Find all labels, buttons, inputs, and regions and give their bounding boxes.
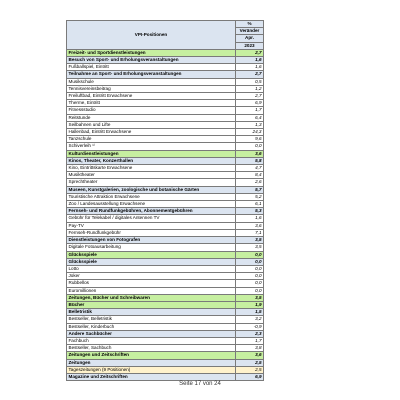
row-value: 0,0 <box>236 251 264 258</box>
row-value: 3,5 <box>236 294 264 301</box>
table-row <box>67 49 264 56</box>
row-label: Gebühr für Telekabel / digitales Antennen TV <box>67 215 236 222</box>
row-value: 2,5 <box>236 359 264 366</box>
column-header-line: Apr. <box>236 35 264 42</box>
row-label: Seilbahnen und Lifte <box>67 121 236 128</box>
table-row <box>67 143 264 150</box>
row-label: Musiktheater <box>67 172 236 179</box>
table-row <box>67 71 264 78</box>
row-value: 5,7 <box>236 186 264 193</box>
row-label: Therme, Eintritt <box>67 100 236 107</box>
row-label: Kino, Eintrittskarte Erwachsene <box>67 165 236 172</box>
row-value: 1,2 <box>236 85 264 92</box>
table-row <box>67 323 264 330</box>
row-value: 0,5 <box>236 78 264 85</box>
table-row <box>67 330 264 337</box>
row-value: 3,6 <box>236 150 264 157</box>
page-footer: Seite 17 von 24 <box>179 381 221 387</box>
row-label: Belletristik <box>67 309 236 316</box>
row-label: Touristische Attraktion Erwachsene <box>67 193 236 200</box>
vpi-table <box>66 20 264 381</box>
row-value: 5,2 <box>236 193 264 200</box>
table-row <box>67 265 264 272</box>
row-value: 1,9 <box>236 301 264 308</box>
row-value: 8,4 <box>236 172 264 179</box>
table-row <box>67 201 264 208</box>
row-label: Bestseller, Belletristik <box>67 316 236 323</box>
table-row <box>67 352 264 359</box>
row-label: Lotto <box>67 265 236 272</box>
row-label: Fitnessstudio <box>67 107 236 114</box>
table-row <box>67 294 264 301</box>
row-label: Freizeit- und Sportdienstleistungen <box>67 49 236 56</box>
row-label: Rubbellos <box>67 280 236 287</box>
row-value: 2,7 <box>236 93 264 100</box>
row-label: Tennisvereinsbeitrag <box>67 85 236 92</box>
table-row <box>67 258 264 265</box>
row-label: Musikschule <box>67 78 236 85</box>
row-value: 6,1 <box>236 201 264 208</box>
table-row <box>67 345 264 352</box>
row-label: Magazine und Zeitschriften <box>67 373 236 380</box>
row-label: Museen, Kunstgalerien, zoologische und botanische Gärten <box>67 186 236 193</box>
table-row <box>67 121 264 128</box>
row-label: Fernseh- und Rundfunkgebühren, Abonnementgebühren <box>67 208 236 215</box>
row-label: Fernseh-Rundfunkgebühr <box>67 229 236 236</box>
row-value: 3,6 <box>236 352 264 359</box>
row-value: 2,7 <box>236 49 264 56</box>
table-row <box>67 129 264 136</box>
table-row <box>67 179 264 186</box>
table-row <box>67 57 264 64</box>
row-label: Zeitungen <box>67 359 236 366</box>
table-row <box>67 93 264 100</box>
row-label: Fußballspiel, Eintritt <box>67 64 236 71</box>
table-row <box>67 78 264 85</box>
table-row <box>67 64 264 71</box>
row-value: 6,4 <box>236 114 264 121</box>
table-row <box>67 237 264 244</box>
table-row <box>67 316 264 323</box>
table-row <box>67 136 264 143</box>
row-value: 3,5 <box>236 237 264 244</box>
table-row <box>67 157 264 164</box>
row-value: 1,3 <box>236 121 264 128</box>
table-row <box>67 222 264 229</box>
table-row <box>67 359 264 366</box>
table-row <box>67 287 264 294</box>
row-value: 1,7 <box>236 107 264 114</box>
row-label: Zeitungen, Bücher und Schreibwaren <box>67 294 236 301</box>
row-value: 2,5 <box>236 366 264 373</box>
row-value: 3,5 <box>236 244 264 251</box>
table-row <box>67 165 264 172</box>
row-label: Bestseller, Sachbuch <box>67 345 236 352</box>
row-value: 3,8 <box>236 345 264 352</box>
row-value: 5,8 <box>236 157 264 164</box>
row-label: Freiluftbad, Eintritt Erwachsene <box>67 93 236 100</box>
row-value: -0,9 <box>236 323 264 330</box>
table-row <box>67 229 264 236</box>
row-label: Reitstunde <box>67 114 236 121</box>
row-label: Tageszeitungen (9 Positionen) <box>67 366 236 373</box>
column-header-line: Veränder <box>236 28 264 35</box>
table-row <box>67 337 264 344</box>
row-label: Joker <box>67 273 236 280</box>
row-label: Hallenbad, Eintritt Erwachsene <box>67 129 236 136</box>
table-row <box>67 301 264 308</box>
row-label: Euromillionen <box>67 287 236 294</box>
row-label: Schiverleih ¹⁾ <box>67 143 236 150</box>
row-label: Teilnahme an Sport- und Erholungsveranstaltungen <box>67 71 236 78</box>
table-row <box>67 244 264 251</box>
row-label: Sprechtheater <box>67 179 236 186</box>
table-row <box>67 280 264 287</box>
row-label: Tanzschule <box>67 136 236 143</box>
row-label: Kulturdienstleistungen <box>67 150 236 157</box>
row-label: Pay-TV <box>67 222 236 229</box>
row-value: 0,0 <box>236 258 264 265</box>
row-label: Fachbuch <box>67 337 236 344</box>
row-label: Andere Sachbücher <box>67 330 236 337</box>
row-value: 4,7 <box>236 165 264 172</box>
table-row <box>67 193 264 200</box>
table-row <box>67 114 264 121</box>
row-value: 2,7 <box>236 71 264 78</box>
row-value: 0,0 <box>236 280 264 287</box>
row-value: 1,6 <box>236 64 264 71</box>
row-value: 6,9 <box>236 100 264 107</box>
row-label: Kinos, Theater, Konzerthallen <box>67 157 236 164</box>
table-row <box>67 172 264 179</box>
table-row <box>67 309 264 316</box>
column-header-positions: VPI-Positionen <box>67 21 236 50</box>
row-value: 5,3 <box>236 208 264 215</box>
row-value: 2,6 <box>236 179 264 186</box>
table-row <box>67 208 264 215</box>
row-value: 7,1 <box>236 229 264 236</box>
row-value: 3,6 <box>236 222 264 229</box>
table-row <box>67 186 264 193</box>
row-value: 1,6 <box>236 57 264 64</box>
row-value: 2,3 <box>236 330 264 337</box>
row-label: Bestseller, Kinderbuch <box>67 323 236 330</box>
table-row <box>67 215 264 222</box>
row-label: Glücksspiele <box>67 258 236 265</box>
table-row <box>67 273 264 280</box>
table-row <box>67 107 264 114</box>
row-label: Digitale Fotoausarbeitung <box>67 244 236 251</box>
row-value: 0,0 <box>236 287 264 294</box>
row-value: 0,0 <box>236 273 264 280</box>
column-header-line: 2023 <box>236 42 264 49</box>
row-label: Zeitungen und Zeitschriften <box>67 352 236 359</box>
table-row <box>67 150 264 157</box>
row-value: 1,5 <box>236 309 264 316</box>
table-row <box>67 85 264 92</box>
row-label: Zoo / Landesausstellung Erwachsene <box>67 201 236 208</box>
row-label: Besuch von Sport- und Erholungsveranstaltungen <box>67 57 236 64</box>
row-value: 6,9 <box>236 373 264 380</box>
row-value: 0,0 <box>236 265 264 272</box>
row-value: 0,0 <box>236 143 264 150</box>
table-row <box>67 251 264 258</box>
column-header-line: % <box>236 21 264 28</box>
row-label: Dienstleistungen von Fotografen <box>67 237 236 244</box>
table-row <box>67 373 264 380</box>
row-value: 1,7 <box>236 337 264 344</box>
row-value: 24,3 <box>236 129 264 136</box>
row-value: 9,6 <box>236 136 264 143</box>
row-label: Glücksspiele <box>67 251 236 258</box>
row-value: 3,2 <box>236 316 264 323</box>
table-row <box>67 100 264 107</box>
vpi-table-body <box>67 49 264 380</box>
row-label: Bücher <box>67 301 236 308</box>
row-value: 1,6 <box>236 215 264 222</box>
table-row <box>67 366 264 373</box>
